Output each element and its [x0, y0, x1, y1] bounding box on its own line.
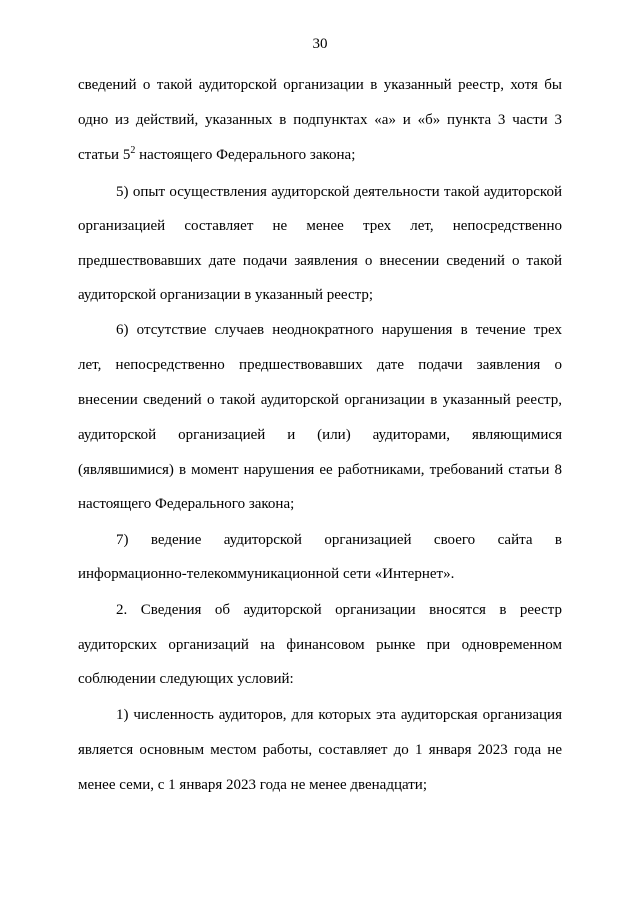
text-line: менее семи, с 1 января 2023 года не менее двенадцати; — [78, 777, 427, 793]
page-number: 30 — [312, 36, 328, 52]
text-fragment: статьи 5 — [78, 147, 131, 163]
text-line: информационно-телекоммуникационной сети «Интернет». — [78, 566, 455, 582]
text-line: настоящего Федерального закона; — [78, 496, 295, 512]
text-line: является основным местом работы, составляет до 1 января 2023 года не — [78, 742, 562, 758]
text-line — [78, 145, 562, 165]
text-line: 1) численность аудиторов, для которых эта аудиторская организация — [116, 707, 562, 723]
superscript: 2 — [130, 145, 136, 156]
text-line: аудиторской организацией и (или) аудиторами, являющимися — [78, 427, 562, 443]
text-line: 7) ведение аудиторской организацией своего сайта в — [116, 532, 562, 548]
text-line: сведений о такой аудиторской организации в указанный реестр, хотя бы — [78, 77, 562, 93]
text-line: одно из действий, указанных в подпунктах «а» и «б» пункта 3 части 3 — [78, 112, 562, 128]
text-line: (являвшимися) в момент нарушения ее работниками, требований статьи 8 — [78, 462, 562, 478]
text-line: 2. Сведения об аудиторской организации вносятся в реестр — [116, 602, 562, 618]
text-line: соблюдении следующих условий: — [78, 671, 294, 687]
text-line: организацией составляет не менее трех лет, непосредственно — [78, 218, 562, 234]
text-line: аудиторской организации в указанный реестр; — [78, 287, 374, 303]
text-line: 5) опыт осуществления аудиторской деятельности такой аудиторской — [116, 184, 562, 200]
text-line: 6) отсутствие случаев неоднократного нарушения в течение трех — [116, 322, 562, 338]
text-line: внесении сведений о такой аудиторской организации в указанный реестр, — [78, 392, 562, 408]
text-line: предшествовавших дате подачи заявления о внесении сведений о такой — [78, 253, 562, 269]
text-line: аудиторских организаций на финансовом рынке при одновременном — [78, 637, 562, 653]
text-line: лет, непосредственно предшествовавших дате подачи заявления о — [78, 357, 562, 373]
text-fragment: настоящего Федерального закона; — [135, 147, 356, 163]
